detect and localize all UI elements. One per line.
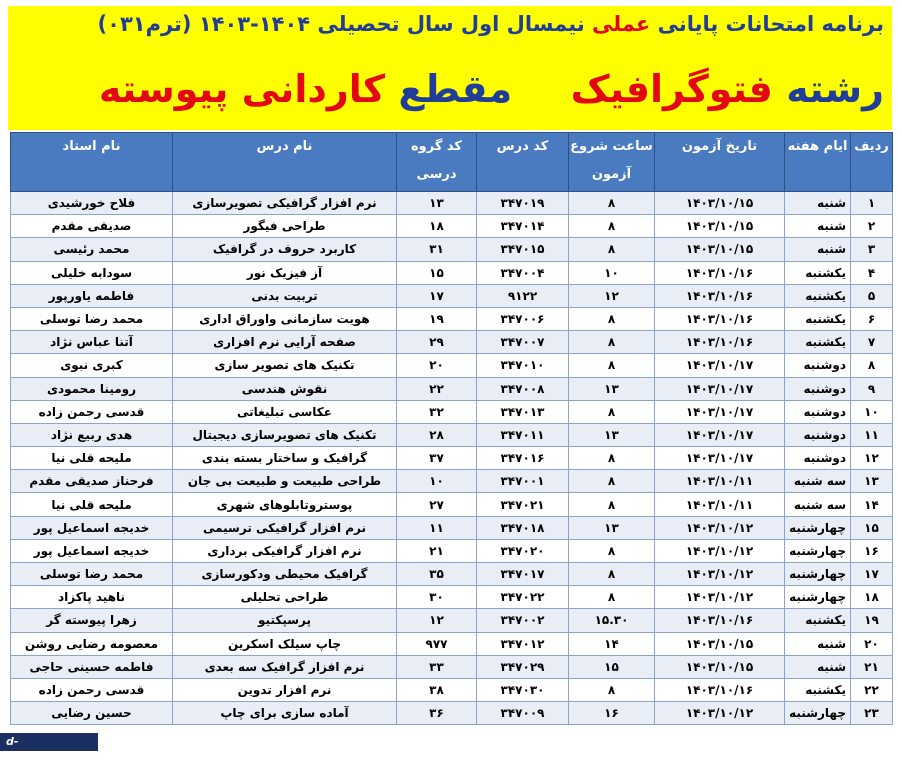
cell-instructor: فاطمه حسینی حاجی bbox=[11, 655, 173, 678]
cell-row: ۱۸ bbox=[851, 586, 893, 609]
cell-course-code: ۳۴۷۰۱۹ bbox=[477, 192, 569, 215]
program-title bbox=[16, 67, 884, 111]
cell-group-code: ۱۱ bbox=[397, 516, 477, 539]
cell-row: ۱۷ bbox=[851, 563, 893, 586]
cell-weekday: یکشنبه bbox=[785, 261, 851, 284]
col-course-code: کد درس bbox=[477, 133, 569, 192]
cell-start: ۸ bbox=[569, 215, 655, 238]
cell-course-name: طراحی طبیعت و طبیعت بی جان bbox=[173, 470, 397, 493]
col-group-code: کد گروه درسی bbox=[397, 133, 477, 192]
cell-instructor: هدی ربیع نژاد bbox=[11, 423, 173, 446]
cell-start: ۸ bbox=[569, 238, 655, 261]
cell-instructor: کبری نبوی bbox=[11, 354, 173, 377]
cell-date: ۱۴۰۳/۱۰/۱۲ bbox=[655, 702, 785, 725]
cell-start: ۸ bbox=[569, 331, 655, 354]
cell-group-code: ۱۷ bbox=[397, 284, 477, 307]
cell-instructor: رومینا محمودی bbox=[11, 377, 173, 400]
cell-course-code: ۳۴۷۰۳۰ bbox=[477, 678, 569, 701]
cell-date: ۱۴۰۳/۱۰/۱۵ bbox=[655, 632, 785, 655]
cell-group-code: ۲۹ bbox=[397, 331, 477, 354]
cell-course-name: تربیت بدنی bbox=[173, 284, 397, 307]
cell-course-name: نرم افزار گرافیکی ترسیمی bbox=[173, 516, 397, 539]
table-row bbox=[11, 215, 893, 238]
table-row bbox=[11, 493, 893, 516]
cell-group-code: ۳۶ bbox=[397, 702, 477, 725]
cell-weekday: چهارشنبه bbox=[785, 516, 851, 539]
cell-date: ۱۴۰۳/۱۰/۱۷ bbox=[655, 400, 785, 423]
cell-date: ۱۴۰۳/۱۰/۱۷ bbox=[655, 447, 785, 470]
cell-weekday: چهارشنبه bbox=[785, 563, 851, 586]
cell-group-code: ۱۵ bbox=[397, 261, 477, 284]
cell-weekday: دوشنبه bbox=[785, 447, 851, 470]
cell-course-code: ۳۴۷۰۰۲ bbox=[477, 609, 569, 632]
cell-instructor: فرحناز صدیقی مقدم bbox=[11, 470, 173, 493]
cell-start: ۸ bbox=[569, 354, 655, 377]
cell-course-code: ۳۴۷۰۲۰ bbox=[477, 539, 569, 562]
cell-start: ۱۶ bbox=[569, 702, 655, 725]
cell-course-code: ۳۴۷۰۱۶ bbox=[477, 447, 569, 470]
cell-date: ۱۴۰۳/۱۰/۱۶ bbox=[655, 284, 785, 307]
cell-course-code: ۳۴۷۰۱۱ bbox=[477, 423, 569, 446]
cell-course-name: پرسپکتیو bbox=[173, 609, 397, 632]
cell-start: ۱۴ bbox=[569, 632, 655, 655]
cell-group-code: ۲۱ bbox=[397, 539, 477, 562]
cell-weekday: شنبه bbox=[785, 192, 851, 215]
cell-group-code: ۱۰ bbox=[397, 470, 477, 493]
cell-date: ۱۴۰۳/۱۰/۱۵ bbox=[655, 192, 785, 215]
cell-row: ۲۲ bbox=[851, 678, 893, 701]
cell-weekday: یکشنبه bbox=[785, 609, 851, 632]
cell-weekday: سه شنبه bbox=[785, 470, 851, 493]
cell-instructor: محمد رئیسی bbox=[11, 238, 173, 261]
cell-course-name: نرم افزار گرافیکی تصویرسازی bbox=[173, 192, 397, 215]
cell-row: ۸ bbox=[851, 354, 893, 377]
cell-date: ۱۴۰۳/۱۰/۱۶ bbox=[655, 609, 785, 632]
cell-date: ۱۴۰۳/۱۰/۱۷ bbox=[655, 354, 785, 377]
cell-row: ۱۱ bbox=[851, 423, 893, 446]
cell-instructor: خدیجه اسماعیل پور bbox=[11, 539, 173, 562]
cell-course-code: ۳۴۷۰۰۸ bbox=[477, 377, 569, 400]
cell-row: ۹ bbox=[851, 377, 893, 400]
cell-course-name: تکنیک های تصویر سازی bbox=[173, 354, 397, 377]
cell-course-name: آز فیزیک نور bbox=[173, 261, 397, 284]
table-row bbox=[11, 632, 893, 655]
cell-course-code: ۹۱۲۲ bbox=[477, 284, 569, 307]
degree-name: کاردانی پیوسته bbox=[98, 67, 386, 111]
cell-instructor: صدیقی مقدم bbox=[11, 215, 173, 238]
cell-course-code: ۳۴۷۰۲۲ bbox=[477, 586, 569, 609]
cell-row: ۳ bbox=[851, 238, 893, 261]
table-row bbox=[11, 586, 893, 609]
cell-start: ۱۵ bbox=[569, 655, 655, 678]
table-row bbox=[11, 470, 893, 493]
table-row bbox=[11, 377, 893, 400]
cell-instructor: ملیحه قلی نیا bbox=[11, 447, 173, 470]
cell-course-code: ۳۴۷۰۱۴ bbox=[477, 215, 569, 238]
cell-date: ۱۴۰۳/۱۰/۱۶ bbox=[655, 307, 785, 330]
cell-course-code: ۳۴۷۰۲۹ bbox=[477, 655, 569, 678]
cell-instructor: آتنا عباس نژاد bbox=[11, 331, 173, 354]
cell-course-code: ۳۴۷۰۰۹ bbox=[477, 702, 569, 725]
col-row: ردیف bbox=[851, 133, 893, 192]
cell-start: ۸ bbox=[569, 586, 655, 609]
degree-label: مقطع bbox=[398, 67, 513, 111]
exam-schedule-table bbox=[10, 132, 893, 725]
cell-group-code: ۳۸ bbox=[397, 678, 477, 701]
cell-weekday: دوشنبه bbox=[785, 423, 851, 446]
table-row bbox=[11, 655, 893, 678]
cell-group-code: ۲۲ bbox=[397, 377, 477, 400]
site-watermark: d-babol.nus.ac.ir bbox=[0, 733, 98, 751]
cell-weekday: شنبه bbox=[785, 238, 851, 261]
cell-course-code: ۳۴۷۰۰۴ bbox=[477, 261, 569, 284]
cell-weekday: شنبه bbox=[785, 215, 851, 238]
cell-weekday: دوشنبه bbox=[785, 354, 851, 377]
cell-date: ۱۴۰۳/۱۰/۱۶ bbox=[655, 331, 785, 354]
cell-course-code: ۳۴۷۰۰۷ bbox=[477, 331, 569, 354]
cell-course-name: عکاسی تبلیغاتی bbox=[173, 400, 397, 423]
table-row bbox=[11, 447, 893, 470]
title-part: نیمسال اول سال تحصیلی ۱۴۰۴-۱۴۰۳ (ترم۰۳۱) bbox=[97, 12, 585, 36]
cell-group-code: ۳۲ bbox=[397, 400, 477, 423]
title-highlight: عملی bbox=[592, 12, 651, 36]
table-row bbox=[11, 516, 893, 539]
cell-weekday: سه شنبه bbox=[785, 493, 851, 516]
table-header-row bbox=[11, 133, 893, 192]
cell-start: ۸ bbox=[569, 470, 655, 493]
cell-instructor: سودابه خلیلی bbox=[11, 261, 173, 284]
table-row bbox=[11, 238, 893, 261]
cell-course-code: ۳۴۷۰۱۳ bbox=[477, 400, 569, 423]
cell-weekday: چهارشنبه bbox=[785, 586, 851, 609]
cell-course-name: نرم افزار تدوین bbox=[173, 678, 397, 701]
cell-date: ۱۴۰۳/۱۰/۱۵ bbox=[655, 238, 785, 261]
cell-date: ۱۴۰۳/۱۰/۱۵ bbox=[655, 215, 785, 238]
cell-date: ۱۴۰۳/۱۰/۱۱ bbox=[655, 493, 785, 516]
cell-course-name: گرافیک و ساختار بسته بندی bbox=[173, 447, 397, 470]
cell-start: ۸ bbox=[569, 447, 655, 470]
cell-group-code: ۲۰ bbox=[397, 354, 477, 377]
cell-course-name: کاربرد حروف در گرافیک bbox=[173, 238, 397, 261]
cell-group-code: ۱۲ bbox=[397, 609, 477, 632]
cell-group-code: ۳۰ bbox=[397, 586, 477, 609]
cell-instructor: محمد رضا توسلی bbox=[11, 563, 173, 586]
title-part: برنامه امتحانات پایانی bbox=[657, 12, 884, 36]
cell-instructor: حسین رضایی bbox=[11, 702, 173, 725]
cell-date: ۱۴۰۳/۱۰/۱۶ bbox=[655, 678, 785, 701]
table-row bbox=[11, 261, 893, 284]
col-instructor: نام استاد bbox=[11, 133, 173, 192]
cell-weekday: دوشنبه bbox=[785, 377, 851, 400]
cell-date: ۱۴۰۳/۱۰/۱۶ bbox=[655, 261, 785, 284]
cell-start: ۸ bbox=[569, 678, 655, 701]
cell-weekday: یکشنبه bbox=[785, 678, 851, 701]
cell-date: ۱۴۰۳/۱۰/۱۲ bbox=[655, 586, 785, 609]
cell-start: ۸ bbox=[569, 493, 655, 516]
table-row bbox=[11, 678, 893, 701]
cell-instructor: محمد رضا توسلی bbox=[11, 307, 173, 330]
cell-start: ۸ bbox=[569, 192, 655, 215]
cell-course-code: ۳۴۷۰۱۵ bbox=[477, 238, 569, 261]
cell-course-name: نرم افزار گرافیکی برداری bbox=[173, 539, 397, 562]
cell-date: ۱۴۰۳/۱۰/۱۲ bbox=[655, 539, 785, 562]
cell-row: ۱۶ bbox=[851, 539, 893, 562]
cell-course-name: نقوش هندسی bbox=[173, 377, 397, 400]
cell-instructor: فلاح خورشیدی bbox=[11, 192, 173, 215]
cell-row: ۱۴ bbox=[851, 493, 893, 516]
cell-course-name: صفحه آرایی نرم افزاری bbox=[173, 331, 397, 354]
cell-group-code: ۹۷۷ bbox=[397, 632, 477, 655]
cell-weekday: یکشنبه bbox=[785, 284, 851, 307]
cell-row: ۲۳ bbox=[851, 702, 893, 725]
cell-weekday: یکشنبه bbox=[785, 307, 851, 330]
cell-instructor: معصومه رضایی روشن bbox=[11, 632, 173, 655]
cell-group-code: ۱۹ bbox=[397, 307, 477, 330]
cell-row: ۱۳ bbox=[851, 470, 893, 493]
cell-instructor: قدسی رحمن زاده bbox=[11, 678, 173, 701]
col-course-name: نام درس bbox=[173, 133, 397, 192]
cell-course-name: پوستروتابلوهای شهری bbox=[173, 493, 397, 516]
cell-instructor: زهرا پیوسته گر bbox=[11, 609, 173, 632]
cell-instructor: ناهید پاکزاد bbox=[11, 586, 173, 609]
cell-start: ۱۵.۳۰ bbox=[569, 609, 655, 632]
cell-instructor: ملیحه قلی نیا bbox=[11, 493, 173, 516]
cell-course-code: ۳۴۷۰۱۲ bbox=[477, 632, 569, 655]
cell-row: ۱۰ bbox=[851, 400, 893, 423]
cell-row: ۲۱ bbox=[851, 655, 893, 678]
cell-course-name: گرافیک محیطی ودکورسازی bbox=[173, 563, 397, 586]
cell-weekday: یکشنبه bbox=[785, 331, 851, 354]
cell-weekday: شنبه bbox=[785, 632, 851, 655]
col-date: تاریخ آزمون bbox=[655, 133, 785, 192]
cell-start: ۸ bbox=[569, 539, 655, 562]
cell-date: ۱۴۰۳/۱۰/۱۲ bbox=[655, 516, 785, 539]
cell-row: ۷ bbox=[851, 331, 893, 354]
table-row bbox=[11, 539, 893, 562]
table-row bbox=[11, 354, 893, 377]
cell-course-name: چاپ سیلک اسکرین bbox=[173, 632, 397, 655]
cell-row: ۱ bbox=[851, 192, 893, 215]
cell-course-code: ۳۴۷۰۰۱ bbox=[477, 470, 569, 493]
cell-date: ۱۴۰۳/۱۰/۱۷ bbox=[655, 377, 785, 400]
cell-date: ۱۴۰۳/۱۰/۱۷ bbox=[655, 423, 785, 446]
cell-group-code: ۱۳ bbox=[397, 192, 477, 215]
cell-group-code: ۲۸ bbox=[397, 423, 477, 446]
cell-weekday: چهارشنبه bbox=[785, 539, 851, 562]
cell-start: ۸ bbox=[569, 563, 655, 586]
cell-instructor: قدسی رحمن زاده bbox=[11, 400, 173, 423]
cell-row: ۲ bbox=[851, 215, 893, 238]
cell-row: ۱۹ bbox=[851, 609, 893, 632]
col-start: ساعت شروع آزمون bbox=[569, 133, 655, 192]
cell-course-code: ۳۴۷۰۱۰ bbox=[477, 354, 569, 377]
col-weekday: ایام هفته bbox=[785, 133, 851, 192]
cell-course-name: طراحی تحلیلی bbox=[173, 586, 397, 609]
program-label: رشته bbox=[786, 67, 884, 111]
table-row bbox=[11, 331, 893, 354]
cell-date: ۱۴۰۳/۱۰/۱۱ bbox=[655, 470, 785, 493]
cell-group-code: ۳۱ bbox=[397, 238, 477, 261]
cell-row: ۲۰ bbox=[851, 632, 893, 655]
cell-instructor: خدیجه اسماعیل پور bbox=[11, 516, 173, 539]
cell-instructor: فاطمه یاورپور bbox=[11, 284, 173, 307]
schedule-title bbox=[16, 12, 884, 36]
cell-start: ۱۳ bbox=[569, 377, 655, 400]
table-row bbox=[11, 192, 893, 215]
cell-row: ۵ bbox=[851, 284, 893, 307]
cell-course-code: ۳۴۷۰۰۶ bbox=[477, 307, 569, 330]
cell-group-code: ۲۷ bbox=[397, 493, 477, 516]
cell-start: ۱۳ bbox=[569, 423, 655, 446]
program-name: فتوگرافیک bbox=[570, 67, 773, 111]
table-row bbox=[11, 423, 893, 446]
cell-date: ۱۴۰۳/۱۰/۱۲ bbox=[655, 563, 785, 586]
table-row bbox=[11, 307, 893, 330]
cell-weekday: چهارشنبه bbox=[785, 702, 851, 725]
cell-row: ۱۲ bbox=[851, 447, 893, 470]
cell-start: ۱۳ bbox=[569, 516, 655, 539]
cell-group-code: ۳۳ bbox=[397, 655, 477, 678]
cell-row: ۶ bbox=[851, 307, 893, 330]
table-row bbox=[11, 284, 893, 307]
cell-weekday: شنبه bbox=[785, 655, 851, 678]
cell-group-code: ۳۷ bbox=[397, 447, 477, 470]
table-row bbox=[11, 563, 893, 586]
cell-course-code: ۳۴۷۰۱۸ bbox=[477, 516, 569, 539]
cell-start: ۸ bbox=[569, 400, 655, 423]
cell-course-name: هویت سازمانی واوراق اداری bbox=[173, 307, 397, 330]
cell-group-code: ۱۸ bbox=[397, 215, 477, 238]
cell-date: ۱۴۰۳/۱۰/۱۵ bbox=[655, 655, 785, 678]
table-row bbox=[11, 609, 893, 632]
header-banner bbox=[8, 6, 892, 130]
cell-start: ۱۰ bbox=[569, 261, 655, 284]
cell-course-name: نرم افزار گرافیک سه بعدی bbox=[173, 655, 397, 678]
cell-start: ۸ bbox=[569, 307, 655, 330]
cell-start: ۱۲ bbox=[569, 284, 655, 307]
cell-weekday: دوشنبه bbox=[785, 400, 851, 423]
cell-row: ۱۵ bbox=[851, 516, 893, 539]
cell-course-name: تکنیک های تصویرسازی دیجیتال bbox=[173, 423, 397, 446]
table-row bbox=[11, 702, 893, 725]
cell-course-code: ۳۴۷۰۱۷ bbox=[477, 563, 569, 586]
cell-course-code: ۳۴۷۰۲۱ bbox=[477, 493, 569, 516]
cell-row: ۴ bbox=[851, 261, 893, 284]
cell-course-name: آماده سازی برای چاپ bbox=[173, 702, 397, 725]
table-row bbox=[11, 400, 893, 423]
cell-group-code: ۳۵ bbox=[397, 563, 477, 586]
cell-course-name: طراحی فیگور bbox=[173, 215, 397, 238]
